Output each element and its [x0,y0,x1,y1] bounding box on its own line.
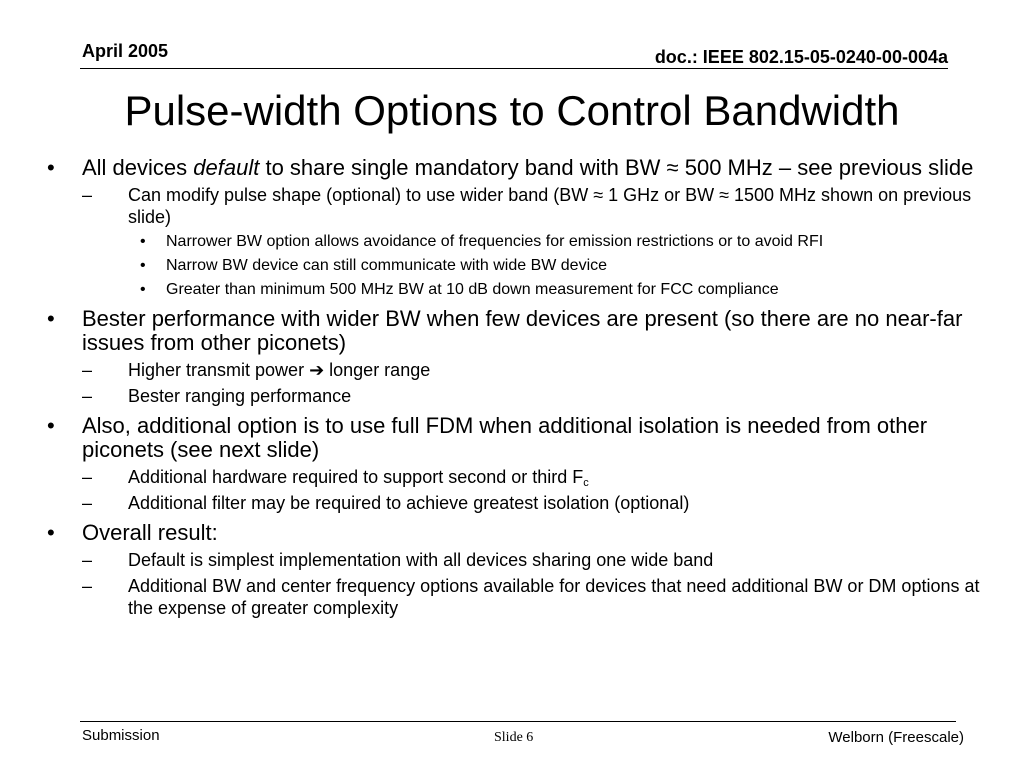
bullet-1-sub-1 [82,184,997,228]
footer-submission: Submission [82,727,160,744]
bullet-1-suffix: to share single mandatory band with BW ≈ 500 MHz – see previous slide [259,155,974,180]
bullet-3-sub-2 [82,492,997,514]
bullet-marker: • [47,413,55,438]
slide-title: Pulse-width Options to Control Bandwidth [124,87,900,134]
footer-rule [80,721,956,722]
bullet-marker: • [140,233,146,250]
header-date: April 2005 [82,41,169,61]
bullet-marker: • [140,257,146,274]
bullet-1-sub-1-item-2 [140,256,997,276]
bullet-1-emphasis: default [193,155,260,180]
header-doc-id: doc.: IEEE 802.15-05-0240-00-004a [654,47,948,67]
dash-marker: – [82,185,93,205]
bullet-2-sub-2 [82,385,997,407]
slide-body [47,156,997,619]
bullet-3-text: Also, additional option is to use full FDM when additional isolation is needed from other piconets (see next slide) [82,413,928,462]
bullet-2-sub-1 [82,359,997,381]
footer-slide-number: Slide 6 [494,730,534,745]
bullet-4 [47,521,997,545]
bullet-2 [47,307,997,355]
header-rule [80,68,948,69]
bullet-1-sub-1-item-2-text: Narrow BW device can still communicate with wide BW device [166,257,608,274]
footer-author: Welborn (Freescale) [828,729,964,746]
dash-marker: – [82,576,93,596]
dash-marker: – [82,467,93,487]
bullet-1-sub-1-item-3 [140,280,997,300]
dash-marker: – [82,360,93,380]
bullet-marker: • [47,520,55,545]
bullet-1-sub-1-text: Can modify pulse shape (optional) to use wider band (BW ≈ 1 GHz or BW ≈ 1500 MHz shown on previous slide) [128,185,972,227]
bullet-2-text: Bester performance with wider BW when few devices are present (so there are no near-far issues from other piconets) [82,306,963,355]
dash-marker: – [82,550,93,570]
dash-marker: – [82,493,93,513]
bullet-1-sub-1-item-3-text: Greater than minimum 500 MHz BW at 10 dB down measurement for FCC compliance [166,281,779,298]
bullet-marker: • [47,306,55,331]
bullet-4-sub-2-text: Additional BW and center frequency options available for devices that need additional BW or DM options at the expense of greater complexity [128,576,980,618]
subscript-c: c [583,477,589,489]
bullet-1-sub-1-item-1-text: Narrower BW option allows avoidance of frequencies for emission restrictions or to avoid RFI [166,233,824,250]
bullet-3 [47,414,997,462]
bullet-2-sub-2-text: Bester ranging performance [128,386,352,406]
bullet-4-text: Overall result: [82,520,218,545]
bullet-3-sub-2-text: Additional filter may be required to achieve greatest isolation (optional) [128,493,690,513]
bullet-1-sub-1-item-1 [140,232,997,252]
dash-marker: – [82,386,93,406]
bullet-4-sub-1 [82,549,997,571]
bullet-marker: • [47,155,55,180]
bullet-1-prefix: All devices [82,155,194,180]
bullet-3-sub-1 [82,466,997,488]
bullet-marker: • [140,281,146,298]
bullet-3-sub-1-text: Additional hardware required to support second or third F [128,467,584,487]
bullet-4-sub-1-text: Default is simplest implementation with all devices sharing one wide band [128,550,714,570]
bullet-4-sub-2 [82,575,997,619]
bullet-1 [47,156,997,180]
bullet-2-sub-1-text: Higher transmit power ➔ longer range [128,360,431,380]
